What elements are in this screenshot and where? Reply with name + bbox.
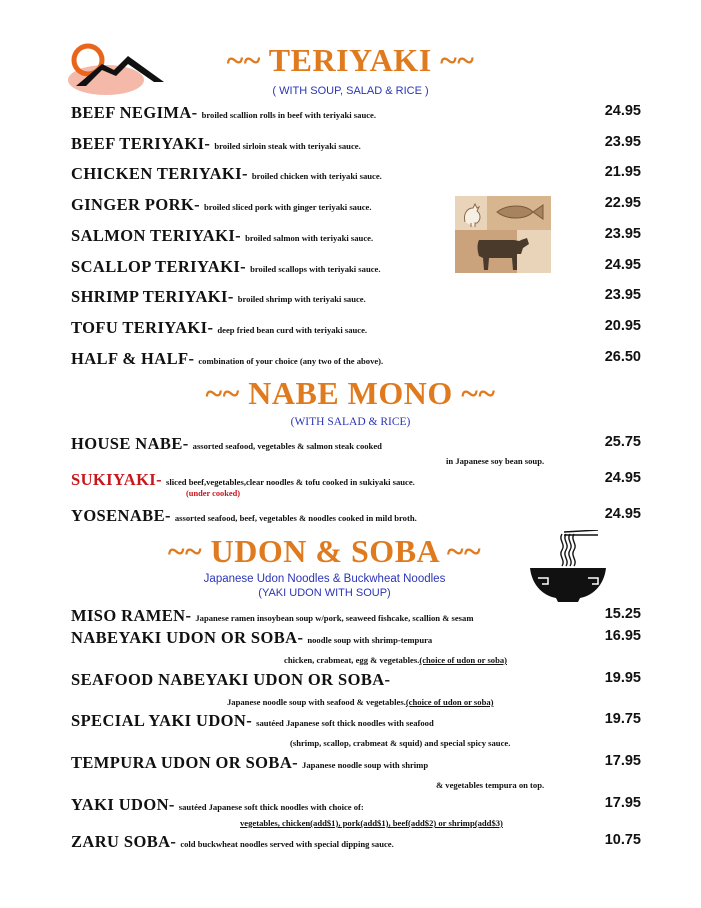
item-price: 19.75 bbox=[604, 711, 641, 727]
item-price: 22.95 bbox=[604, 195, 641, 211]
item-description-line2 bbox=[227, 697, 494, 707]
item-name: SEAFOOD NABEYAKI UDON OR SOBA- bbox=[71, 670, 391, 689]
item-name: SHRIMP TERIYAKI- bbox=[71, 287, 234, 306]
menu-item bbox=[71, 470, 641, 492]
menu-item bbox=[71, 628, 641, 650]
item-name: MISO RAMEN- bbox=[71, 606, 192, 625]
item-description: noodle soup with shrimp-tempura bbox=[307, 635, 433, 645]
item-description-choice: (choice of udon or soba) bbox=[419, 655, 508, 665]
item-name: HOUSE NABE- bbox=[71, 434, 189, 453]
item-description: Japanese noodle soup with shrimp bbox=[302, 760, 429, 770]
item-description-line2: & vegetables tempura on top. bbox=[436, 780, 545, 790]
item-price: 24.95 bbox=[604, 103, 641, 119]
menu-item bbox=[71, 257, 641, 279]
menu-item bbox=[71, 606, 641, 628]
menu-item bbox=[71, 711, 641, 733]
item-name: HALF & HALF- bbox=[71, 349, 195, 368]
section-subtitle-udon-soba: Japanese Udon Noodles & Buckwheat Noodles bbox=[203, 573, 446, 585]
item-price: 15.25 bbox=[604, 606, 641, 622]
item-note: (under cooked) bbox=[186, 489, 241, 498]
item-description-line2 bbox=[284, 655, 507, 665]
menu-item bbox=[71, 134, 641, 156]
menu-item bbox=[71, 103, 641, 125]
item-price: 24.95 bbox=[604, 257, 641, 273]
item-name: TOFU TERIYAKI- bbox=[71, 318, 214, 337]
item-description-line2: (shrimp, scallop, crabmeat & squid) and special spicy sauce. bbox=[290, 738, 511, 748]
item-price: 16.95 bbox=[604, 628, 641, 644]
item-description: deep fried bean curd with teriyaki sauce. bbox=[217, 325, 368, 335]
item-description: assorted seafood, beef, vegetables & noodles cooked in mild broth. bbox=[174, 513, 417, 523]
section-title-udon-soba: ~~ UDON & SOBA ~~ bbox=[167, 533, 482, 569]
item-description: combination of your choice (any two of the above). bbox=[198, 356, 384, 366]
item-name: SUKIYAKI- bbox=[71, 470, 163, 489]
section-subtitle-nabe-mono: (WITH SALAD & RICE) bbox=[290, 416, 411, 428]
item-description-line2 bbox=[240, 818, 503, 828]
menu-item bbox=[71, 434, 641, 456]
section-subtitle-udon-soba-2: (YAKI UDON WITH SOUP) bbox=[258, 587, 391, 599]
menu-item bbox=[71, 226, 641, 248]
menu-item bbox=[71, 164, 641, 186]
item-description: sautéed Japanese soft thick noodles with choice of: bbox=[178, 802, 364, 812]
item-name: YAKI UDON- bbox=[71, 795, 175, 814]
item-name: YOSENABE- bbox=[71, 506, 171, 525]
item-description-text: chicken, crabmeat, egg & vegetables. bbox=[284, 655, 420, 665]
item-description-line2: in Japanese soy bean soup. bbox=[446, 456, 545, 466]
item-description: broiled sirloin steak with teriyaki sauce. bbox=[214, 141, 361, 151]
menu-item bbox=[71, 753, 641, 775]
section-title-nabe-mono: ~~ NABE MONO ~~ bbox=[205, 375, 496, 411]
item-description: cold buckwheat noodles served with special dipping sauce. bbox=[180, 839, 394, 849]
item-description: broiled scallion rolls in beef with teriyaki sauce. bbox=[201, 110, 376, 120]
item-price: 23.95 bbox=[604, 287, 641, 303]
item-price: 24.95 bbox=[604, 506, 641, 522]
item-price: 20.95 bbox=[604, 318, 641, 334]
item-description: broiled sliced pork with ginger teriyaki sauce. bbox=[204, 202, 372, 212]
item-name: TEMPURA UDON OR SOBA- bbox=[71, 753, 299, 772]
item-description: broiled scallops with teriyaki sauce. bbox=[250, 264, 381, 274]
section-subtitle-teriyaki: ( WITH SOUP, SALAD & RICE ) bbox=[272, 85, 429, 97]
item-price: 10.75 bbox=[604, 832, 641, 848]
item-name: SALMON TERIYAKI- bbox=[71, 226, 242, 245]
menu-item bbox=[71, 318, 641, 340]
item-description: Japanese ramen insoybean soup w/pork, seaweed fishcake, scallion & sesam bbox=[195, 613, 474, 623]
item-name: SPECIAL YAKI UDON- bbox=[71, 711, 253, 730]
item-price: 21.95 bbox=[604, 164, 641, 180]
menu-item bbox=[71, 349, 641, 371]
item-name: BEEF NEGIMA- bbox=[71, 103, 198, 122]
menu-item bbox=[71, 506, 641, 528]
noodle-bowl-icon bbox=[528, 530, 608, 604]
menu-item bbox=[71, 287, 641, 309]
item-price: 26.50 bbox=[604, 349, 641, 365]
item-name: SCALLOP TERIYAKI- bbox=[71, 257, 247, 276]
item-description: broiled salmon with teriyaki sauce. bbox=[245, 233, 374, 243]
item-description: sautéed Japanese soft thick noodles with seafood bbox=[256, 718, 434, 728]
item-name: BEEF TERIYAKI- bbox=[71, 134, 211, 153]
menu-item bbox=[71, 670, 641, 692]
item-description-text: Japanese noodle soup with seafood & vegetables. bbox=[227, 697, 406, 707]
item-price: 17.95 bbox=[604, 753, 641, 769]
chicken-fish-cow-icon bbox=[455, 196, 551, 273]
item-name: GINGER PORK- bbox=[71, 195, 201, 214]
item-description: broiled shrimp with teriyaki sauce. bbox=[237, 294, 366, 304]
item-description-choice: (choice of udon or soba) bbox=[405, 697, 494, 707]
menu-item bbox=[71, 832, 641, 854]
item-name: NABEYAKI UDON OR SOBA- bbox=[71, 628, 304, 647]
item-price: 24.95 bbox=[604, 470, 641, 486]
item-price: 25.75 bbox=[604, 434, 641, 450]
item-name: ZARU SOBA- bbox=[71, 832, 177, 851]
item-description-choice: vegetables, chicken(add$1), pork(add$1), beef(add$2) or shrimp(add$3) bbox=[240, 818, 503, 828]
menu-item bbox=[71, 195, 641, 217]
item-description: assorted seafood, vegetables & salmon steak cooked bbox=[192, 441, 382, 451]
item-price: 23.95 bbox=[604, 134, 641, 150]
item-description: sliced beef,vegetables,clear noodles & tofu cooked in sukiyaki sauce. bbox=[166, 477, 415, 487]
item-price: 23.95 bbox=[604, 226, 641, 242]
menu-item bbox=[71, 795, 641, 817]
section-title-teriyaki: ~~ TERIYAKI ~~ bbox=[226, 42, 475, 78]
item-price: 17.95 bbox=[604, 795, 641, 811]
item-name: CHICKEN TERIYAKI- bbox=[71, 164, 248, 183]
item-description: broiled chicken with teriyaki sauce. bbox=[251, 171, 382, 181]
item-price: 19.95 bbox=[604, 670, 641, 686]
